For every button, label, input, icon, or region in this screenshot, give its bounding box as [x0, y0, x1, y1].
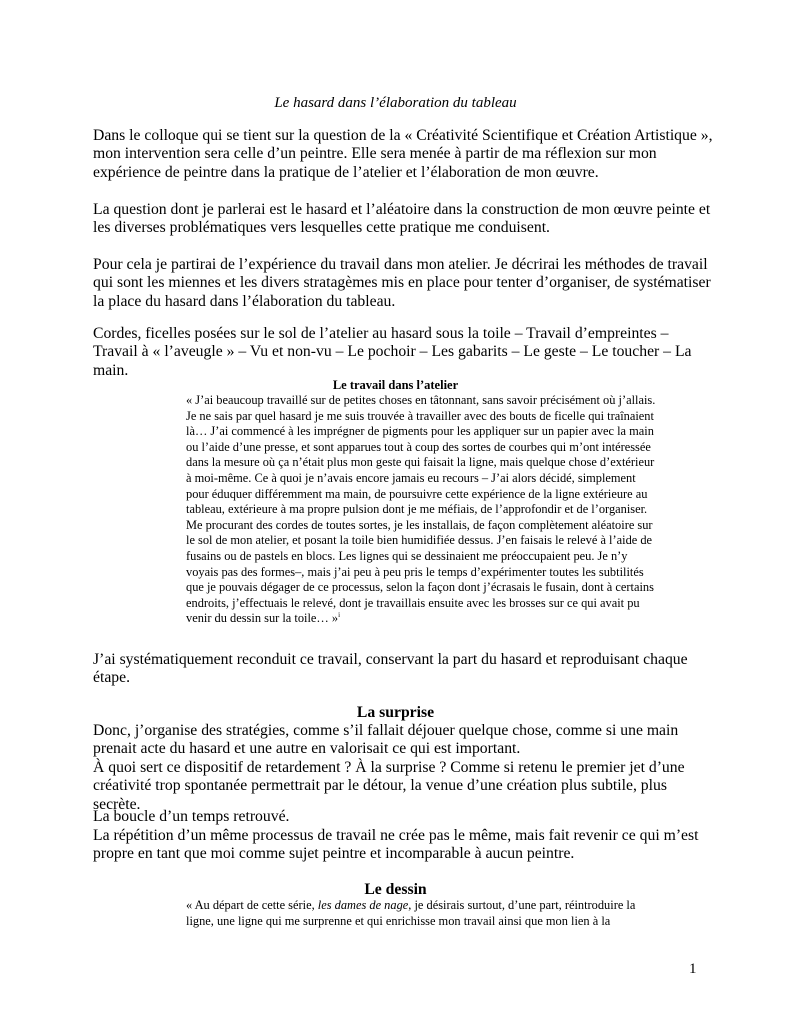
quote-dessin-text-start: « Au départ de cette série,	[186, 898, 318, 912]
paragraph-question: La question dont je parlerai est le hasard et l’aléatoire dans la construction de mon œuvre peinte et les diverses problématiques vers lesquelles cette pratique me conduisent.	[93, 201, 711, 237]
quote-dessin-text-end: , je désirais surtout, d’une part, réintroduire la ligne, une ligne qui me surprenne et qui enrichisse mon travail ainsi que mon lien à la	[186, 898, 636, 928]
paragraph-surprise-repetition: La répétition d’un même processus de travail ne crée pas le même, mais fait revenir ce qui m’est propre en tant que moi comme sujet peintre et incomparable à aucun peintre.	[93, 827, 699, 863]
page-number: 1	[689, 961, 697, 977]
paragraph-intro: Dans le colloque qui se tient sur la question de la « Créativité Scientifique et Création Artistique », mon intervention sera celle d’un peintre. Elle sera menée à partir de ma réflexion sur mon expérience de peintre dans la pratique de l’atelier et l’élaboration de mon œuvre.	[93, 127, 713, 181]
paragraph-method: Pour cela je partirai de l’expérience du travail dans mon atelier. Je décrirai les méthodes de travail qui sont les miennes et les divers stratagèmes mis en place pour tenter d’organiser, de systématiser la place du hasard dans l’élaboration du tableau.	[93, 256, 711, 310]
series-title: les dames de nage	[317, 898, 409, 912]
paragraph-surprise-boucle: La boucle d’un temps retrouvé.	[93, 808, 290, 825]
endnote-marker: i	[338, 611, 341, 620]
section-heading-atelier: Le travail dans l’atelier	[332, 378, 459, 392]
section-heading-dessin: Le dessin	[364, 881, 427, 898]
paragraph-reconduit: J’ai systématiquement reconduit ce travail, conservant la part du hasard et reproduisant chaque étape.	[93, 651, 688, 687]
quote-dessin	[186, 898, 656, 929]
paragraph-keywords: Cordes, ficelles posées sur le sol de l’atelier au hasard sous la toile – Travail d’empreintes – Travail à « l’aveugle » – Vu et non-vu – Le pochoir – Les gabarits – Le geste – Le toucher – La main.	[93, 325, 692, 379]
quote-atelier-text: « J’ai beaucoup travaillé sur de petites choses en tâtonnant, sans savoir précisément où j’allais. Je ne sais par quel hasard je me suis trouvée à travailler avec des bouts de ficelle qui traînaient là… J’ai commencé à les imprégner de pigments pour les appliquer sur un papier avec la main ou l’aide d’une presse, et sont apparues tout à coup des sortes de courbes qui m’ont intéressée dans la mesure où ça n’était plus mon geste qui faisait la ligne, mais quelque chose d’extérieur à moi-même. Ce à quoi je n’avais encore jamais eu recours – J’ai alors décidé, simplement pour éduquer différemment ma main, de poursuivre cette expérience de la ligne extérieure au tableau, extérieure à ma propre pulsion dont je me méfiais, de l’approfondir et de l’organiser. Me procurant des cordes de toutes sortes, je les installais, de façon complètement aléatoire sur le sol de mon atelier, et posant la toile bien humidifiée dessus. J’en faisais le relevé à l’aide de fusains ou de pastels en blocs. Les lignes qui se dessinaient me préoccupaient peu. Je n’y voyais pas des formes–, mais j’ai peu à peu pris le temps d’expérimenter toutes les subtilités que je pouvais dégager de ce processus, selon la façon dont j’écrasais le fusain, dont à certains endroits, j’effectuais le relevé, dont je travaillais ensuite avec les brosses sur ce qui avait pu venir du dessin sur la toile… »	[186, 393, 656, 626]
paragraph-surprise-retardement: À quoi sert ce dispositif de retardement ? À la surprise ? Comme si retenu le premier jet d’une créativité trop spontanée permettrait par le détour, la venue d’une création plus subtile, plus secrète.	[93, 759, 685, 813]
section-heading-surprise: La surprise	[356, 704, 435, 721]
quote-atelier	[186, 393, 656, 627]
paragraph-surprise-strategies: Donc, j’organise des stratégies, comme s’il fallait déjouer quelque chose, comme si une main prenait acte du hasard et une autre en valorisait ce qui est important.	[93, 722, 679, 758]
document-title: Le hasard dans l’élaboration du tableau	[274, 95, 517, 111]
